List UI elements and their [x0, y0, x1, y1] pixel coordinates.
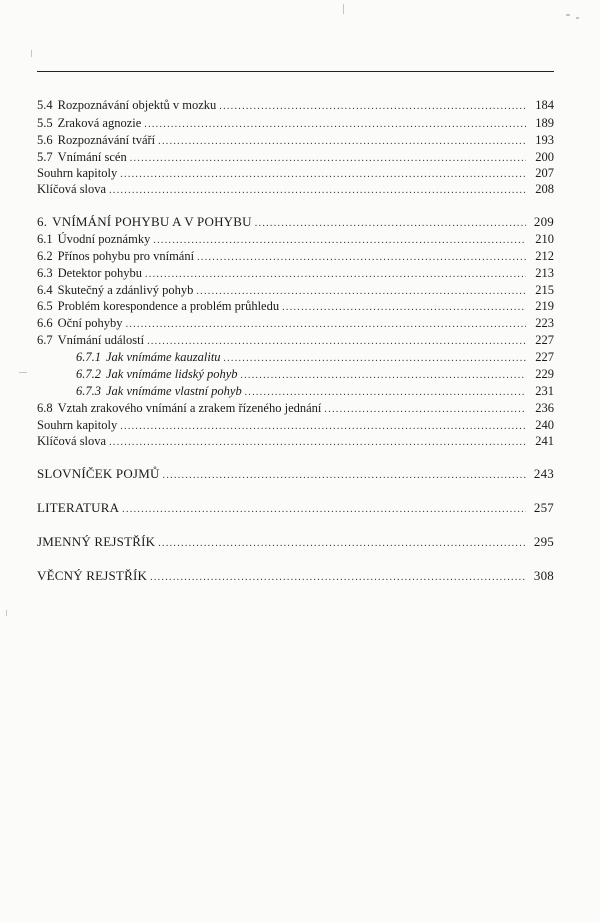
- toc-entry-5-4: [37, 96, 554, 114]
- toc-title: Rozpoznávání tváří: [57, 133, 156, 147]
- dot-leader: [109, 434, 526, 452]
- toc-title: Souhrn kapitoly: [37, 166, 118, 180]
- toc-title: Jak vnímáme lidský pohyb: [106, 367, 238, 381]
- toc-page-number: 213: [535, 266, 554, 280]
- toc-number: 5.7: [37, 150, 53, 164]
- toc-page-number: 210: [535, 232, 554, 246]
- toc-chapter-6: [37, 213, 554, 231]
- toc-page-number: 257: [533, 500, 554, 515]
- toc-number: 6.7.2: [76, 367, 101, 381]
- toc-number: 5.6: [37, 133, 53, 147]
- scan-mark: [6, 610, 7, 616]
- toc-page-number: 223: [535, 316, 554, 330]
- toc-title: Skutečný a zdánlivý pohyb: [57, 283, 194, 297]
- dot-leader: [150, 569, 526, 587]
- toc-entry-6-7: [37, 331, 554, 349]
- toc-number: 6.6: [37, 316, 53, 330]
- toc-entry-keywords-5: [37, 180, 554, 198]
- toc-number: 6.7.1: [76, 350, 101, 364]
- toc-title: Jak vnímáme kauzalitu: [106, 350, 221, 364]
- toc-entry-6-6: [37, 314, 554, 332]
- toc-number: 6.3: [37, 266, 53, 280]
- scan-mark: [343, 4, 344, 14]
- dot-leader: [158, 535, 526, 553]
- toc-number: 6.7.3: [76, 384, 101, 398]
- toc-subject-index: [37, 567, 554, 585]
- toc-number: 6.5: [37, 299, 53, 313]
- toc-page-number: 295: [533, 534, 554, 549]
- dot-leader: [122, 501, 526, 519]
- toc-title: Zraková agnozie: [57, 116, 142, 130]
- toc-glossary: [37, 465, 554, 483]
- toc-page-number: 227: [535, 333, 554, 347]
- toc-number: 6.: [37, 214, 48, 229]
- toc-page-number: 208: [535, 182, 554, 196]
- toc-title: Přínos pohybu pro vnímání: [57, 249, 195, 263]
- toc-page-number: 308: [533, 568, 554, 583]
- toc-page-number: 243: [533, 466, 554, 481]
- scan-mark: [19, 372, 27, 373]
- toc-title: Souhrn kapitoly: [37, 418, 118, 432]
- toc-title: VĚCNÝ REJSTŘÍK: [37, 568, 148, 583]
- toc-entry-6-5: [37, 297, 554, 315]
- toc-title: Úvodní poznámky: [57, 232, 151, 246]
- toc-name-index: [37, 533, 554, 551]
- toc-page-number: 212: [535, 249, 554, 263]
- toc-title: LITERATURA: [37, 500, 120, 515]
- toc-entry-6-8: [37, 399, 554, 417]
- toc-page-number: 236: [535, 401, 554, 415]
- toc-title: VNÍMÁNÍ POHYBU A V POHYBU: [52, 214, 252, 229]
- toc-page-number: 219: [535, 299, 554, 313]
- toc-page-number: 207: [535, 166, 554, 180]
- toc-entry-6-7-1: [76, 348, 554, 366]
- toc-page-number: 229: [535, 367, 554, 381]
- toc-entry-5-5: [37, 114, 554, 132]
- toc-page-number: 209: [533, 214, 554, 229]
- toc-page-number: 227: [535, 350, 554, 364]
- toc-entry-keywords-6: [37, 432, 554, 450]
- toc-number: 6.1: [37, 232, 53, 246]
- toc-title: Klíčová slova: [37, 434, 107, 448]
- toc-page-number: 193: [535, 133, 554, 147]
- toc-title: Vnímání scén: [57, 150, 127, 164]
- dot-leader: [163, 467, 526, 485]
- toc-page-number: 241: [535, 434, 554, 448]
- toc-entry-5-6: [37, 131, 554, 149]
- toc-page-number: 215: [535, 283, 554, 297]
- toc-number: 5.5: [37, 116, 53, 130]
- toc-title: Vztah zrakového vnímání a zrakem řízeného jednání: [57, 401, 322, 415]
- toc-number: 6.2: [37, 249, 53, 263]
- scan-mark: [576, 17, 579, 19]
- toc-literature: [37, 499, 554, 517]
- toc-title: SLOVNÍČEK POJMŮ: [37, 466, 160, 481]
- dot-leader: [109, 182, 526, 200]
- toc-title: Rozpoznávání objektů v mozku: [57, 98, 217, 112]
- toc-title: Detektor pohybu: [57, 266, 142, 280]
- toc-page-number: 189: [535, 116, 554, 130]
- toc-title: Klíčová slova: [37, 182, 107, 196]
- toc-entry-6-2: [37, 247, 554, 265]
- toc-number: 6.7: [37, 333, 53, 347]
- toc-title: Vnímání událostí: [57, 333, 145, 347]
- toc-title: Problém korespondence a problém průhledu: [57, 299, 280, 313]
- scan-mark: [566, 14, 570, 16]
- toc-entry-6-7-3: [76, 382, 554, 400]
- scan-mark: [31, 50, 32, 57]
- toc-number: 6.8: [37, 401, 53, 415]
- toc-page-number: 200: [535, 150, 554, 164]
- toc-title: Oční pohyby: [57, 316, 123, 330]
- toc-title: JMENNÝ REJSTŘÍK: [37, 534, 156, 549]
- toc-page-number: 184: [535, 98, 554, 112]
- toc-page-number: 231: [535, 384, 554, 398]
- toc-entry-6-7-2: [76, 365, 554, 383]
- toc-number: 5.4: [37, 98, 53, 112]
- toc-title: Jak vnímáme vlastní pohyb: [106, 384, 242, 398]
- toc-page-number: 240: [535, 418, 554, 432]
- toc-number: 6.4: [37, 283, 53, 297]
- toc-entry-6-1: [37, 230, 554, 248]
- toc-entry-6-3: [37, 264, 554, 282]
